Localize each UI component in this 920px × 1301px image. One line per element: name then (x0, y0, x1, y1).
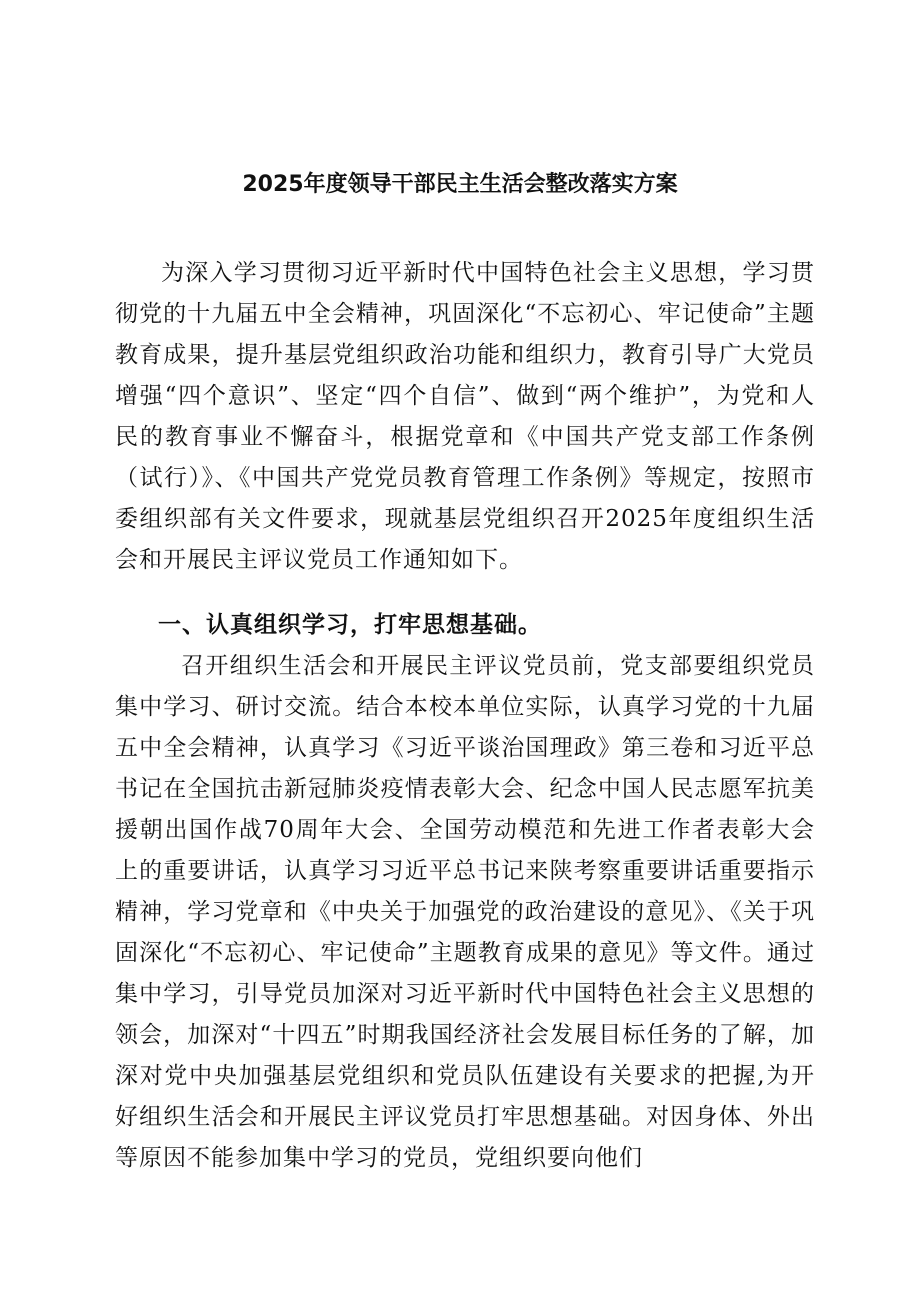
document-title: 2025年度领导干部民主生活会整改落实方案 (242, 172, 678, 197)
intro-paragraph: 为深入学习贯彻习近平新时代中国特色社会主义思想，学习贯彻党的十九届五中全会精神，巩固深化“不忘初心、牢记使命”主题教育成果，提升基层党组织政治功能和组织力，教育引导广大党员增强“四个意识”、坚定“四个自信”、做到“两个维护”，为党和人民的教育事业不懈奋斗，根据党章和《中国共产党支部工作条例（试行）》、《中国共产党党员教育管理工作条例》等规定，按照市委组织部有关文件要求，现就基层党组织召开2025年度组织生活会和开展民主评议党员工作通知如下。 (115, 260, 815, 573)
section-heading-1: 一、认真组织学习，打牢思想基础。 (158, 612, 542, 638)
section-1-paragraph: 召开组织生活会和开展民主评议党员前，党支部要组织党员集中学习、研讨交流。结合本校本单位实际，认真学习党的十九届五中全会精神，认真学习《习近平谈治国理政》第三卷和习近平总书记在全国抗击新冠肺炎疫情表彰大会、纪念中国人民志愿军抗美援朝出国作战70周年大会、全国劳动模范和先进工作者表彰大会上的重要讲话，认真学习习近平总书记来陕考察重要讲话重要指示精神，学习党章和《中央关于加强党的政治建设的意见》、《关于巩固深化“不忘初心、牢记使命”主题教育成果的意见》等文件。通过集中学习，引导党员加深对习近平新时代中国特色社会主义思想的领会，加深对“十四五”时期我国经济社会发展目标任务的了解，加深对党中央加强基层党组织和党员队伍建设有关要求的把握,为开好组织生活会和开展民主评议党员打牢思想基础。对因身体、外出等原因不能参加集中学习的党员，党组织要向他们 (115, 653, 815, 1171)
